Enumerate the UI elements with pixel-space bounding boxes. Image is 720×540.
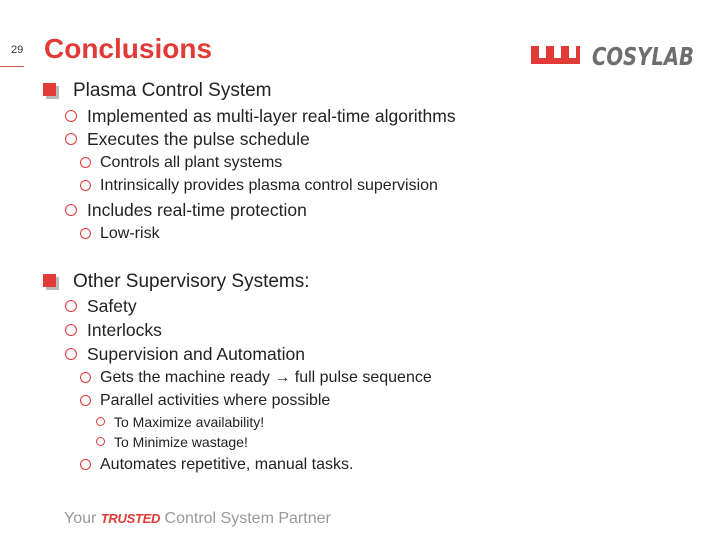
circle-bullet-icon [65, 133, 77, 145]
list-subitem: Gets the machine ready → full pulse sequence [100, 369, 432, 387]
circle-bullet-icon [65, 348, 77, 360]
circle-bullet-icon [80, 459, 91, 470]
footer-trusted: TRUSTED [100, 511, 161, 526]
circle-bullet-icon [80, 180, 91, 191]
square-bullet-icon [43, 274, 56, 287]
list-subsubitem: To Maximize availability! [114, 414, 264, 430]
slide-number-divider [0, 66, 24, 67]
section-heading: Plasma Control System [73, 80, 272, 102]
circle-bullet-icon [96, 437, 105, 446]
circle-bullet-icon [80, 372, 91, 383]
list-item: Executes the pulse schedule [87, 129, 310, 150]
section-heading: Other Supervisory Systems: [73, 271, 310, 293]
circle-bullet-icon [96, 417, 105, 426]
circle-bullet-icon [65, 110, 77, 122]
circle-bullet-icon [80, 395, 91, 406]
list-subitem: Parallel activities where possible [100, 392, 330, 410]
circle-bullet-icon [65, 204, 77, 216]
list-subitem: Low-risk [100, 225, 160, 243]
list-subsubitem: To Minimize wastage! [114, 434, 248, 450]
list-item: Interlocks [87, 320, 162, 341]
list-item: Safety [87, 296, 137, 317]
slide-number: 29 [11, 44, 24, 56]
circle-bullet-icon [65, 300, 77, 312]
square-bullet-icon [43, 83, 56, 96]
circle-bullet-icon [65, 324, 77, 336]
circle-bullet-icon [80, 157, 91, 168]
list-item: Supervision and Automation [87, 344, 305, 365]
circle-bullet-icon [80, 228, 91, 239]
list-subitem: Intrinsically provides plasma control supervision [100, 177, 438, 195]
list-item: Implemented as multi-layer real-time algorithms [87, 106, 456, 127]
list-subitem: Controls all plant systems [100, 154, 282, 172]
cosylab-logo-text: COSYLAB [592, 42, 694, 71]
cosylab-logo [530, 38, 695, 70]
list-item: Includes real-time protection [87, 200, 307, 221]
footer-tagline: Your TRUSTED Control System Partner [64, 510, 331, 527]
list-subitem: Automates repetitive, manual tasks. [100, 456, 353, 474]
pulse-wave-icon [531, 46, 580, 64]
slide-title: Conclusions [44, 33, 213, 64]
